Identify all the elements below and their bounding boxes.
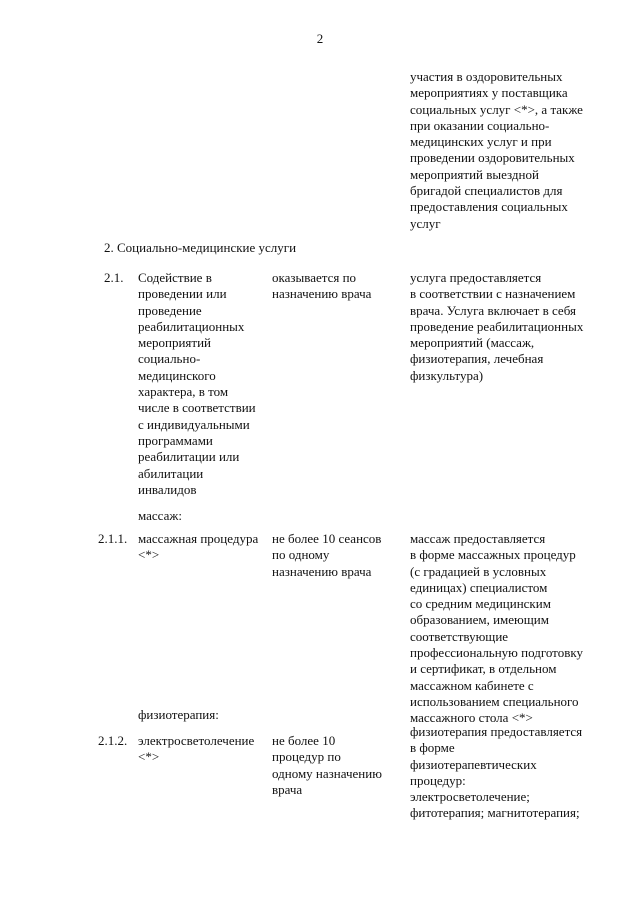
service-name: электросветолечение <*> xyxy=(138,733,255,765)
service-volume: оказывается по назначению врача xyxy=(272,270,372,302)
service-description: массаж предоставляется в форме массажных процедур (с градацией в условных единицах) специалистом со средним медицинским образованием, имеющим соответствующие профессиональную подготовку и сертификат, в отдельном массажном кабинете с использованием специального массажного стола <*> xyxy=(410,531,583,726)
row-number: 2.1. xyxy=(104,270,124,285)
continued-description: участия в оздоровительных мероприятиях у поставщика социальных услуг <*>, а также при оказании социально- медицинских услуг и при проведении оздоровительных мероприятий выездной бригадой специалистов для предоставления социальных услуг xyxy=(410,69,583,231)
page-number: 2 xyxy=(316,31,324,46)
section-heading: 2. Социально-медицинские услуги xyxy=(104,240,297,255)
service-name: массажная процедура <*> xyxy=(138,531,259,563)
service-volume: не более 10 процедур по одному назначению врача xyxy=(272,733,382,797)
service-description: физиотерапия предоставляется в форме физиотерапевтических процедур: электросветолечение; фитотерапия; магнитотерапия; xyxy=(410,724,583,821)
subheading-massage: массаж: xyxy=(138,508,182,523)
service-description: услуга предоставляется в соответствии с назначением врача. Услуга включает в себя проведение реабилитационных мероприятий (массаж, физиотерапия, лечебная физкультура) xyxy=(410,270,584,383)
row-number: 2.1.2. xyxy=(98,733,128,748)
subheading-physiotherapy: физиотерапия: xyxy=(138,707,219,722)
service-name: Содействие в проведении или проведение реабилитационных мероприятий социально- медицинского характера, в том числе в соответствии с индивидуальными программами реабилитации или абилитации инвалидов xyxy=(138,270,256,497)
service-volume: не более 10 сеансов по одному назначению врача xyxy=(272,531,382,579)
row-number: 2.1.1. xyxy=(98,531,128,546)
